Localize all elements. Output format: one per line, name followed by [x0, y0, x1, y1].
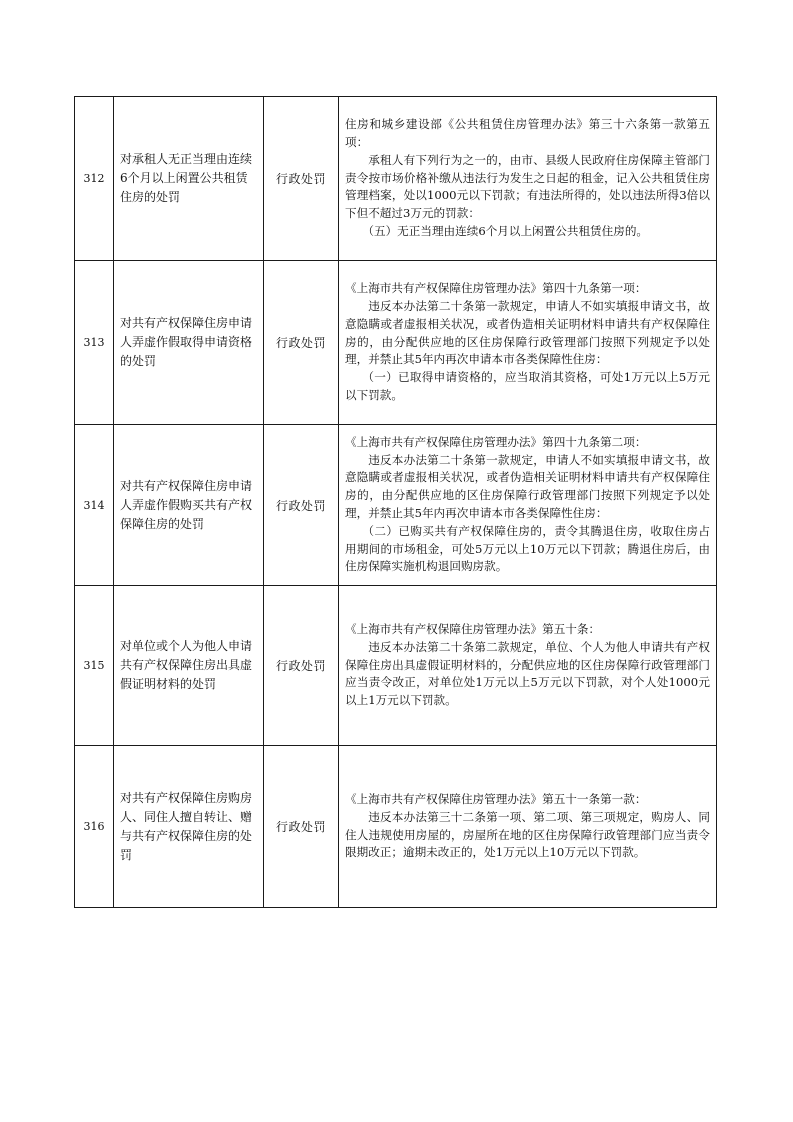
table-row: [75, 261, 717, 425]
table-row: [75, 97, 717, 261]
row-number: 315: [75, 586, 114, 746]
basis-item: （五）无正当理由连续6个月以上闲置公共租赁住房的。: [362, 223, 649, 238]
legal-basis: [339, 746, 717, 908]
legal-basis: [339, 261, 717, 425]
table-row: [75, 746, 717, 908]
basis-source: 《上海市共有产权保障住房管理办法》第四十九条第一项：: [345, 281, 647, 296]
legal-basis: [339, 586, 717, 746]
penalty-item: 对共有产权保障住房购房人、同住人擅自转让、赠与共有产权保障住房的处罚: [114, 746, 264, 908]
basis-clause: 违反本办法第二十条第一款规定，申请人不如实填报申请文书，故意隐瞒或者虚报相关状况，或者伪造相关证明材料申请共有产权保障住房的，由分配供应地的区住房保障行政管理部门按照下列规定予以处理，并禁止其5年内再次申请本市各类保障性住房：: [345, 452, 710, 520]
penalty-item: 对共有产权保障住房申请人弄虚作假购买共有产权保障住房的处罚: [114, 425, 264, 586]
basis-clause: 违反本办法第二十条第一款规定，申请人不如实填报申请文书，故意隐瞒或者虚报相关状况，或者伪造相关证明材料申请共有产权保障住房的，由分配供应地的区住房保障行政管理部门按照下列规定予以处理，并禁止其5年内再次申请本市各类保障性住房：: [345, 299, 710, 367]
basis-item: （二）已购买共有产权保障住房的，责令其腾退住房，收取住房占用期间的市场租金，可处5万元以上10万元以下罚款；腾退住房后，由住房保障实施机构退回购房款。: [345, 523, 710, 574]
basis-item: （一）已取得申请资格的，应当取消其资格，可处1万元以上5万元以下罚款。: [345, 370, 710, 402]
legal-basis: [339, 97, 717, 261]
penalty-type: 行政处罚: [264, 586, 339, 746]
row-number: 313: [75, 261, 114, 425]
basis-clause: 承租人有下列行为之一的，由市、县级人民政府住房保障主管部门责令按市场价格补缴从违法行为发生之日起的租金，记入公共租赁住房管理档案，处以1000元以下罚款；有违法所得的，处以违法所得3倍以下但不超过3万元的罚款：: [345, 152, 710, 221]
row-number: 314: [75, 425, 114, 586]
row-number: 312: [75, 97, 114, 261]
table-row: [75, 586, 717, 746]
legal-basis: [339, 425, 717, 586]
basis-source: 《上海市共有产权保障住房管理办法》第五十一条第一款：: [345, 791, 647, 806]
penalty-item: 对单位或个人为他人申请共有产权保障住房出具虚假证明材料的处罚: [114, 586, 264, 746]
penalty-type: 行政处罚: [264, 97, 339, 261]
penalty-table: [74, 96, 717, 908]
penalty-item: 对承租人无正当理由连续6个月以上闲置公共租赁住房的处罚: [114, 97, 264, 261]
penalty-item: 对共有产权保障住房申请人弄虚作假取得申请资格的处罚: [114, 261, 264, 425]
penalty-type: 行政处罚: [264, 746, 339, 908]
basis-clause: 违反本办法第三十二条第一项、第二项、第三项规定，购房人、同住人违规使用房屋的，房屋所在地的区住房保障行政管理部门应当责令限期改正；逾期未改正的，处1万元以上10万元以下罚款。: [345, 809, 710, 860]
penalty-type: 行政处罚: [264, 425, 339, 586]
penalty-type: 行政处罚: [264, 261, 339, 425]
basis-source: 住房和城乡建设部《公共租赁住房管理办法》第三十六条第一款第五项：: [345, 117, 710, 149]
basis-clause: 违反本办法第二十条第二款规定，单位、个人为他人申请共有产权保障住房出具虚假证明材料的，分配供应地的区住房保障行政管理部门应当责令改正，对单位处1万元以上5万元以下罚款，对个人处1000元以上1万元以下罚款。: [345, 639, 710, 708]
basis-source: 《上海市共有产权保障住房管理办法》第五十条：: [345, 622, 601, 636]
table-row: [75, 425, 717, 586]
basis-source: 《上海市共有产权保障住房管理办法》第四十九条第二项：: [345, 434, 647, 449]
row-number: 316: [75, 746, 114, 908]
